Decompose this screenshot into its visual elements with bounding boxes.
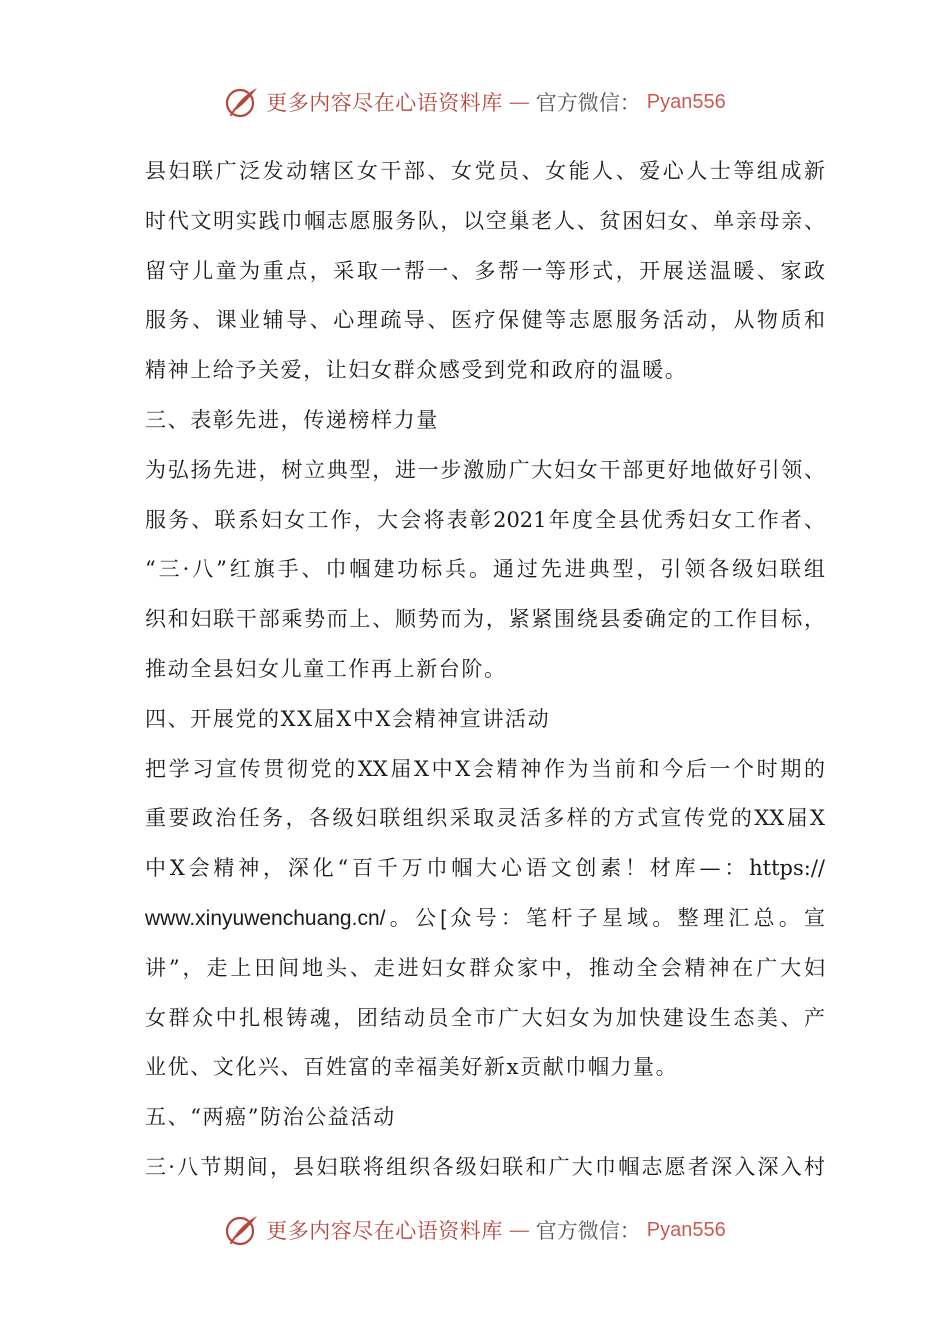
- section-heading: 五、“两癌”防治公益活动: [145, 1105, 396, 1130]
- body-line: 女群众中扎根铸魂，团结动员全市广大妇女为加快建设生态美、产: [145, 1005, 825, 1030]
- body-line: 服务、课业辅导、心理疏导、医疗保健等志愿服务活动，从物质和: [145, 308, 825, 333]
- body-line: 时代文明实践巾帼志愿服务队，以空巢老人、贫困妇女、单亲母亲、: [145, 208, 825, 233]
- body-line: 中X会精神，深化“百千万巾帼大心语文创素！材库—：https://: [145, 856, 825, 881]
- header-wechat-label: 官方微信：: [535, 91, 641, 115]
- body-line: 三·八节期间，县妇联将组织各级妇联和广大巾帼志愿者深入深入村: [145, 1154, 825, 1179]
- header-wechat-account: Pyan556: [646, 90, 726, 113]
- body-line: www.xinyuwenchuang.cn/。公[众号：笔杆子星域。整理汇总。宣: [145, 906, 825, 930]
- body-line: 推动全县妇女儿童工作再上新台阶。: [145, 656, 507, 681]
- header-brand-text: 更多内容尽在心语资料库: [266, 91, 503, 115]
- body-line: 重要政治任务，各级妇联组织采取灵活多样的方式宣传党的XX届X: [145, 806, 825, 831]
- body-line: 把学习宣传贯彻党的XX届X中X会精神作为当前和今后一个时期的: [145, 756, 825, 781]
- body-line: 精神上给予关爱，让妇女群众感受到党和政府的温暖。: [145, 358, 688, 383]
- body-line: 服务、联系妇女工作，大会将表彰2021年度全县优秀妇女工作者、: [145, 507, 825, 532]
- body-line: 业优、文化兴、百姓富的幸福美好新x贡献巾帼力量。: [145, 1055, 679, 1080]
- document-body: [145, 147, 825, 1193]
- section-heading: 三、表彰先进，传递榜样力量: [145, 407, 439, 432]
- header-separator: —: [508, 90, 530, 114]
- footer-wechat-label: 官方微信：: [535, 1219, 641, 1243]
- footer-brand-text: 更多内容尽在心语资料库: [266, 1219, 503, 1243]
- section-heading: 四、开展党的XX届X中X会精神宣讲活动: [145, 706, 551, 731]
- footer-wechat-account: Pyan556: [646, 1218, 726, 1241]
- quill-logo-icon: [224, 84, 260, 120]
- body-line: 县妇联广泛发动辖区女干部、女党员、女能人、爱心人士等组成新: [145, 159, 825, 183]
- footer-watermark-banner: [0, 1210, 950, 1250]
- body-line: “三·八”红旗手、巾帼建功标兵。通过先进典型，引领各级妇联组: [145, 557, 825, 582]
- body-line: 织和妇联干部乘势而上、顺势而为，紧紧围绕县委确定的工作目标，: [145, 607, 825, 632]
- quill-logo-icon: [224, 1212, 260, 1248]
- body-line: 讲”，走上田间地头、走进妇女群众家中，推动全会精神在广大妇: [145, 955, 825, 980]
- footer-separator: —: [508, 1218, 530, 1242]
- body-line: 为弘扬先进，树立典型，进一步激励广大妇女干部更好地做好引领、: [145, 457, 825, 482]
- body-line: 留守儿童为重点，采取一帮一、多帮一等形式，开展送温暖、家政: [145, 258, 825, 283]
- header-watermark-banner: [0, 82, 950, 122]
